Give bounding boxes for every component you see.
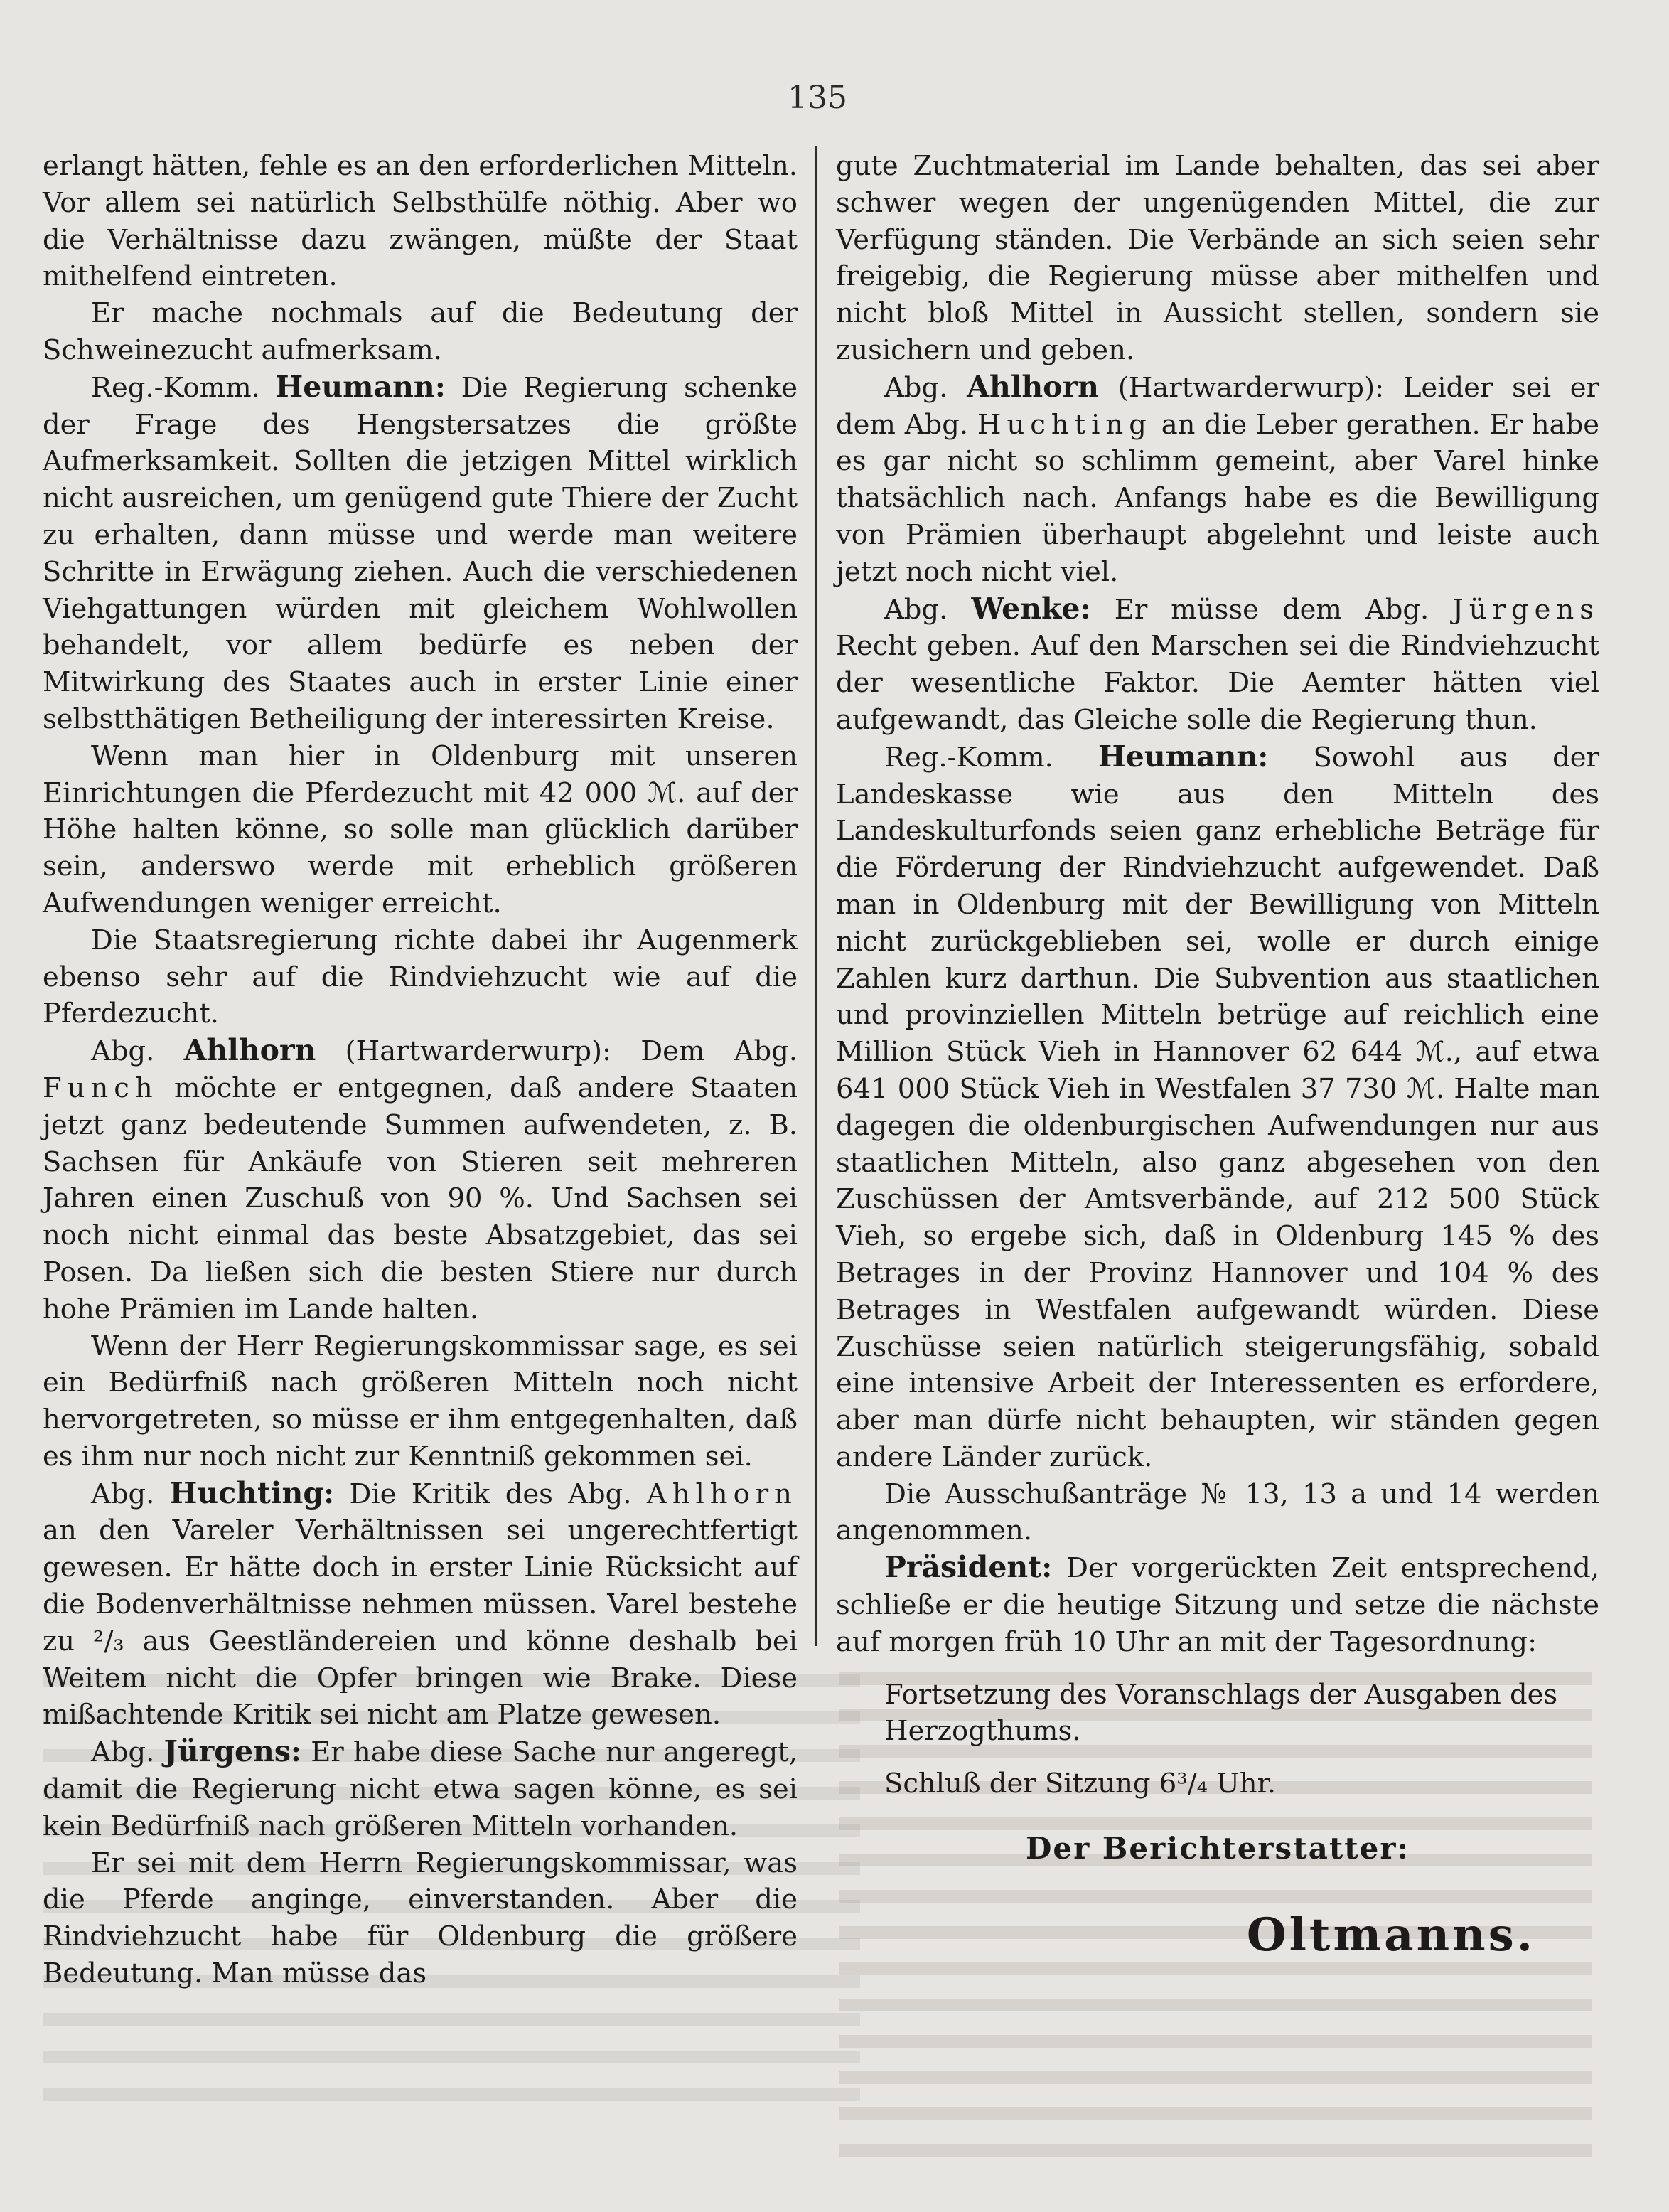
paragraph-text: Die Regierung schenke der Frage des Hengstersatzes die größte Aufmerksamkeit. Sollten die jetzigen Mittel wirklich nicht ausreichen, um genügend gute Thiere der Zucht zu erhalten, dann müsse und werde man weitere Schritte in Erwägung ziehen. Auch die verschiedenen Viehgattungen würden mit gleichem Wohlwollen behandelt, vor allem bedürfe es neben der Mitwirkung des Staates auch in erster Linie einer selbstthätigen Betheiligung der interessirten Kreise.	[43, 371, 798, 735]
paragraph-text: Recht geben. Auf den Marschen sei die Rindviehzucht der wesentliche Faktor. Die Aemter hätten viel aufgewandt, das Gleiche solle die Regierung thun.	[836, 630, 1599, 736]
paragraph-text: Er habe diese Sache nur angeregt, damit die Regierung nicht etwa sagen könne, es sei kein Bedürfniß nach größeren Mitteln vorhanden.	[43, 1736, 798, 1842]
speaker-name: Heumann:	[1098, 739, 1269, 774]
left-paragraph-9	[43, 1733, 798, 1844]
right-paragraph-5: Die Ausschußanträge № 13, 13 a und 14 werden angenommen.	[836, 1478, 1599, 1547]
right-paragraph-3	[836, 591, 1599, 739]
paragraph-text: Der vorgerückten Zeit entsprechend, schließe er die heutige Sitzung und setze die nächste auf morgen früh 10 Uhr an mit der Tagesordnung:	[836, 1552, 1599, 1658]
left-paragraph-1: erlangt hätten, fehle es an den erforderlichen Mitteln. Vor allem sei natürlich Selbsthülfe nöthig. Aber wo die Verhältnisse dazu zwängen, müßte der Staat mithelfend eintreten.	[43, 150, 798, 293]
page-number: 135	[788, 80, 847, 116]
paragraph-text: möchte er entgegnen, daß andere Staaten jetzt ganz bedeutende Summen aufwendeten, z. B. Sachsen für Ankäufe von Stieren seit mehreren Jahren einen Zuschuß von 90 %. Und Sachsen sei noch nicht einmal das beste Absatzgebiet, das sei Posen. Da ließen sich die besten Stiere nur durch hohe Prämien im Lande halten.	[43, 1072, 798, 1325]
right-paragraph-1: gute Zuchtmaterial im Lande behalten, das sei aber schwer wegen der ungenügenden Mittel, die zur Verfügung ständen. Die Verbände an sich seien sehr freigebig, die Regierung müsse aber mithelfen und nicht bloß Mittel in Aussicht stellen, sondern sie zusichern und geben.	[836, 150, 1599, 366]
prefix: Reg.-Komm.	[884, 741, 1098, 774]
left-paragraph-3	[43, 369, 798, 738]
left-column	[43, 148, 798, 1992]
left-paragraph-2: Er mache nochmals auf die Bedeutung der Schweinezucht aufmerksam.	[43, 297, 798, 366]
prefix: Abg.	[884, 593, 972, 626]
paragraph-text: Er müsse dem Abg.	[1090, 593, 1453, 626]
paragraph-text: an den Vareler Verhältnissen sei ungerechtfertigt gewesen. Er hätte doch in erster Linie Rücksicht auf die Bodenverhältnisse nehmen müssen. Varel bestehe zu ²/₃ aus Geestländereien und könne deshalb bei Weitem nicht die Opfer bringen wie Brake. Diese mißachtende Kritik sei nicht am Platze gewesen.	[43, 1514, 798, 1731]
speaker-name: Präsident:	[884, 1550, 1053, 1585]
prefix: Reg.-Komm.	[91, 371, 276, 404]
speaker-name: Heumann:	[275, 369, 446, 404]
paragraph-text: (Hartwarderwurp): Leider sei er dem Abg.	[836, 371, 1599, 441]
left-paragraph-5: Die Staatsregierung richte dabei ihr Augenmerk ebenso sehr auf die Rindviehzucht wie auf die Pferdezucht.	[43, 924, 798, 1030]
right-paragraph-2	[836, 369, 1599, 591]
speaker-name: Ahlhorn	[967, 369, 1099, 404]
paragraph-text: Sowohl aus der Landeskasse wie aus den Mitteln des Landeskulturfonds seien ganz erhebliche Beträge für die Förderung der Rindviehzucht aufgewendet. Daß man in Oldenburg mit der Bewilligung von Mitteln nicht zurückgeblieben sei, wolle er durch einige Zahlen kurz darthun. Die Subvention aus staatlichen und provinziellen Mitteln betrüge auf reichlich eine Million Stück Vieh in Hannover 62 644 ℳ., auf etwa 641 000 Stück Vieh in Westfalen 37 730 ℳ. Halte man dagegen die oldenburgischen Aufwendungen nur aus staatlichen Mitteln, also ganz abgesehen von den Zuschüssen der Amtsverbände, auf 212 500 Stück Vieh, so ergebe sich, daß in Oldenburg 145 % des Betrages in der Provinz Hannover und 104 % des Betrages in Westfalen aufgewandt würden. Diese Zuschüsse seien natürlich steigerungsfähig, sobald eine intensive Arbeit der Interessenten es erfordere, aber man dürfe nicht behaupten, wir ständen gegen andere Länder zurück.	[836, 741, 1599, 1473]
signature-title: Der Berichterstatter:	[1026, 1831, 1410, 1866]
paragraph-text: Die Kritik des Abg.	[334, 1478, 647, 1510]
speaker-name: Huchting:	[169, 1475, 335, 1510]
spaced-name: Funch	[43, 1072, 159, 1104]
column-divider	[815, 146, 817, 1646]
prefix: Abg.	[91, 1736, 164, 1769]
spaced-name: Jürgens	[1452, 593, 1599, 626]
right-paragraph-6	[836, 1549, 1599, 1660]
speaker-name: Wenke:	[971, 591, 1091, 626]
left-paragraph-10: Er sei mit dem Herrn Regierungskommissar, was die Pferde anginge, einverstanden. Aber die Rindviehzucht habe für Oldenburg die größere Bedeutung. Man müsse das	[43, 1847, 798, 1990]
spaced-name: Huchting	[977, 408, 1152, 441]
prefix: Abg.	[884, 371, 967, 404]
session-close: Schluß der Sitzung 6³/₄ Uhr.	[884, 1768, 1277, 1800]
speaker-name: Ahlhorn	[183, 1033, 316, 1068]
left-paragraph-6	[43, 1032, 798, 1327]
left-paragraph-4: Wenn man hier in Oldenburg mit unseren Einrichtungen die Pferdezucht mit 42 000 ℳ. auf der Höhe halten könne, so solle man glücklich darüber sein, anderswo werde mit erheblich größeren Aufwendungen weniger erreicht.	[43, 739, 798, 919]
right-column	[836, 148, 1599, 1962]
left-paragraph-7: Wenn der Herr Regierungskommissar sage, es sei ein Bedürfniß nach größeren Mitteln noch nicht hervorgetreten, so müsse er ihm entgegenhalten, daß es ihm nur noch nicht zur Kenntniß gekommen sei.	[43, 1330, 798, 1473]
paragraph-text: (Hartwarderwurp): Dem Abg.	[316, 1035, 798, 1068]
prefix: Abg.	[91, 1035, 184, 1068]
left-paragraph-8	[43, 1475, 798, 1734]
agenda-item: Fortsetzung des Voranschlags der Ausgaben des Herzogthums.	[884, 1678, 1558, 1748]
signature-name: Oltmanns.	[1246, 1908, 1535, 1962]
paragraph-text: an die Leber gerathen. Er habe es gar nicht so schlimm gemeint, aber Varel hinke thatsächlich nach. Anfangs habe es die Bewilligung von Prämien überhaupt abgelehnt und leiste auch jetzt noch nicht viel.	[836, 408, 1599, 588]
prefix: Abg.	[91, 1478, 170, 1510]
spaced-name: Ahlhorn	[646, 1478, 798, 1510]
speaker-name: Jürgens:	[163, 1734, 302, 1769]
right-paragraph-4	[836, 739, 1599, 1476]
